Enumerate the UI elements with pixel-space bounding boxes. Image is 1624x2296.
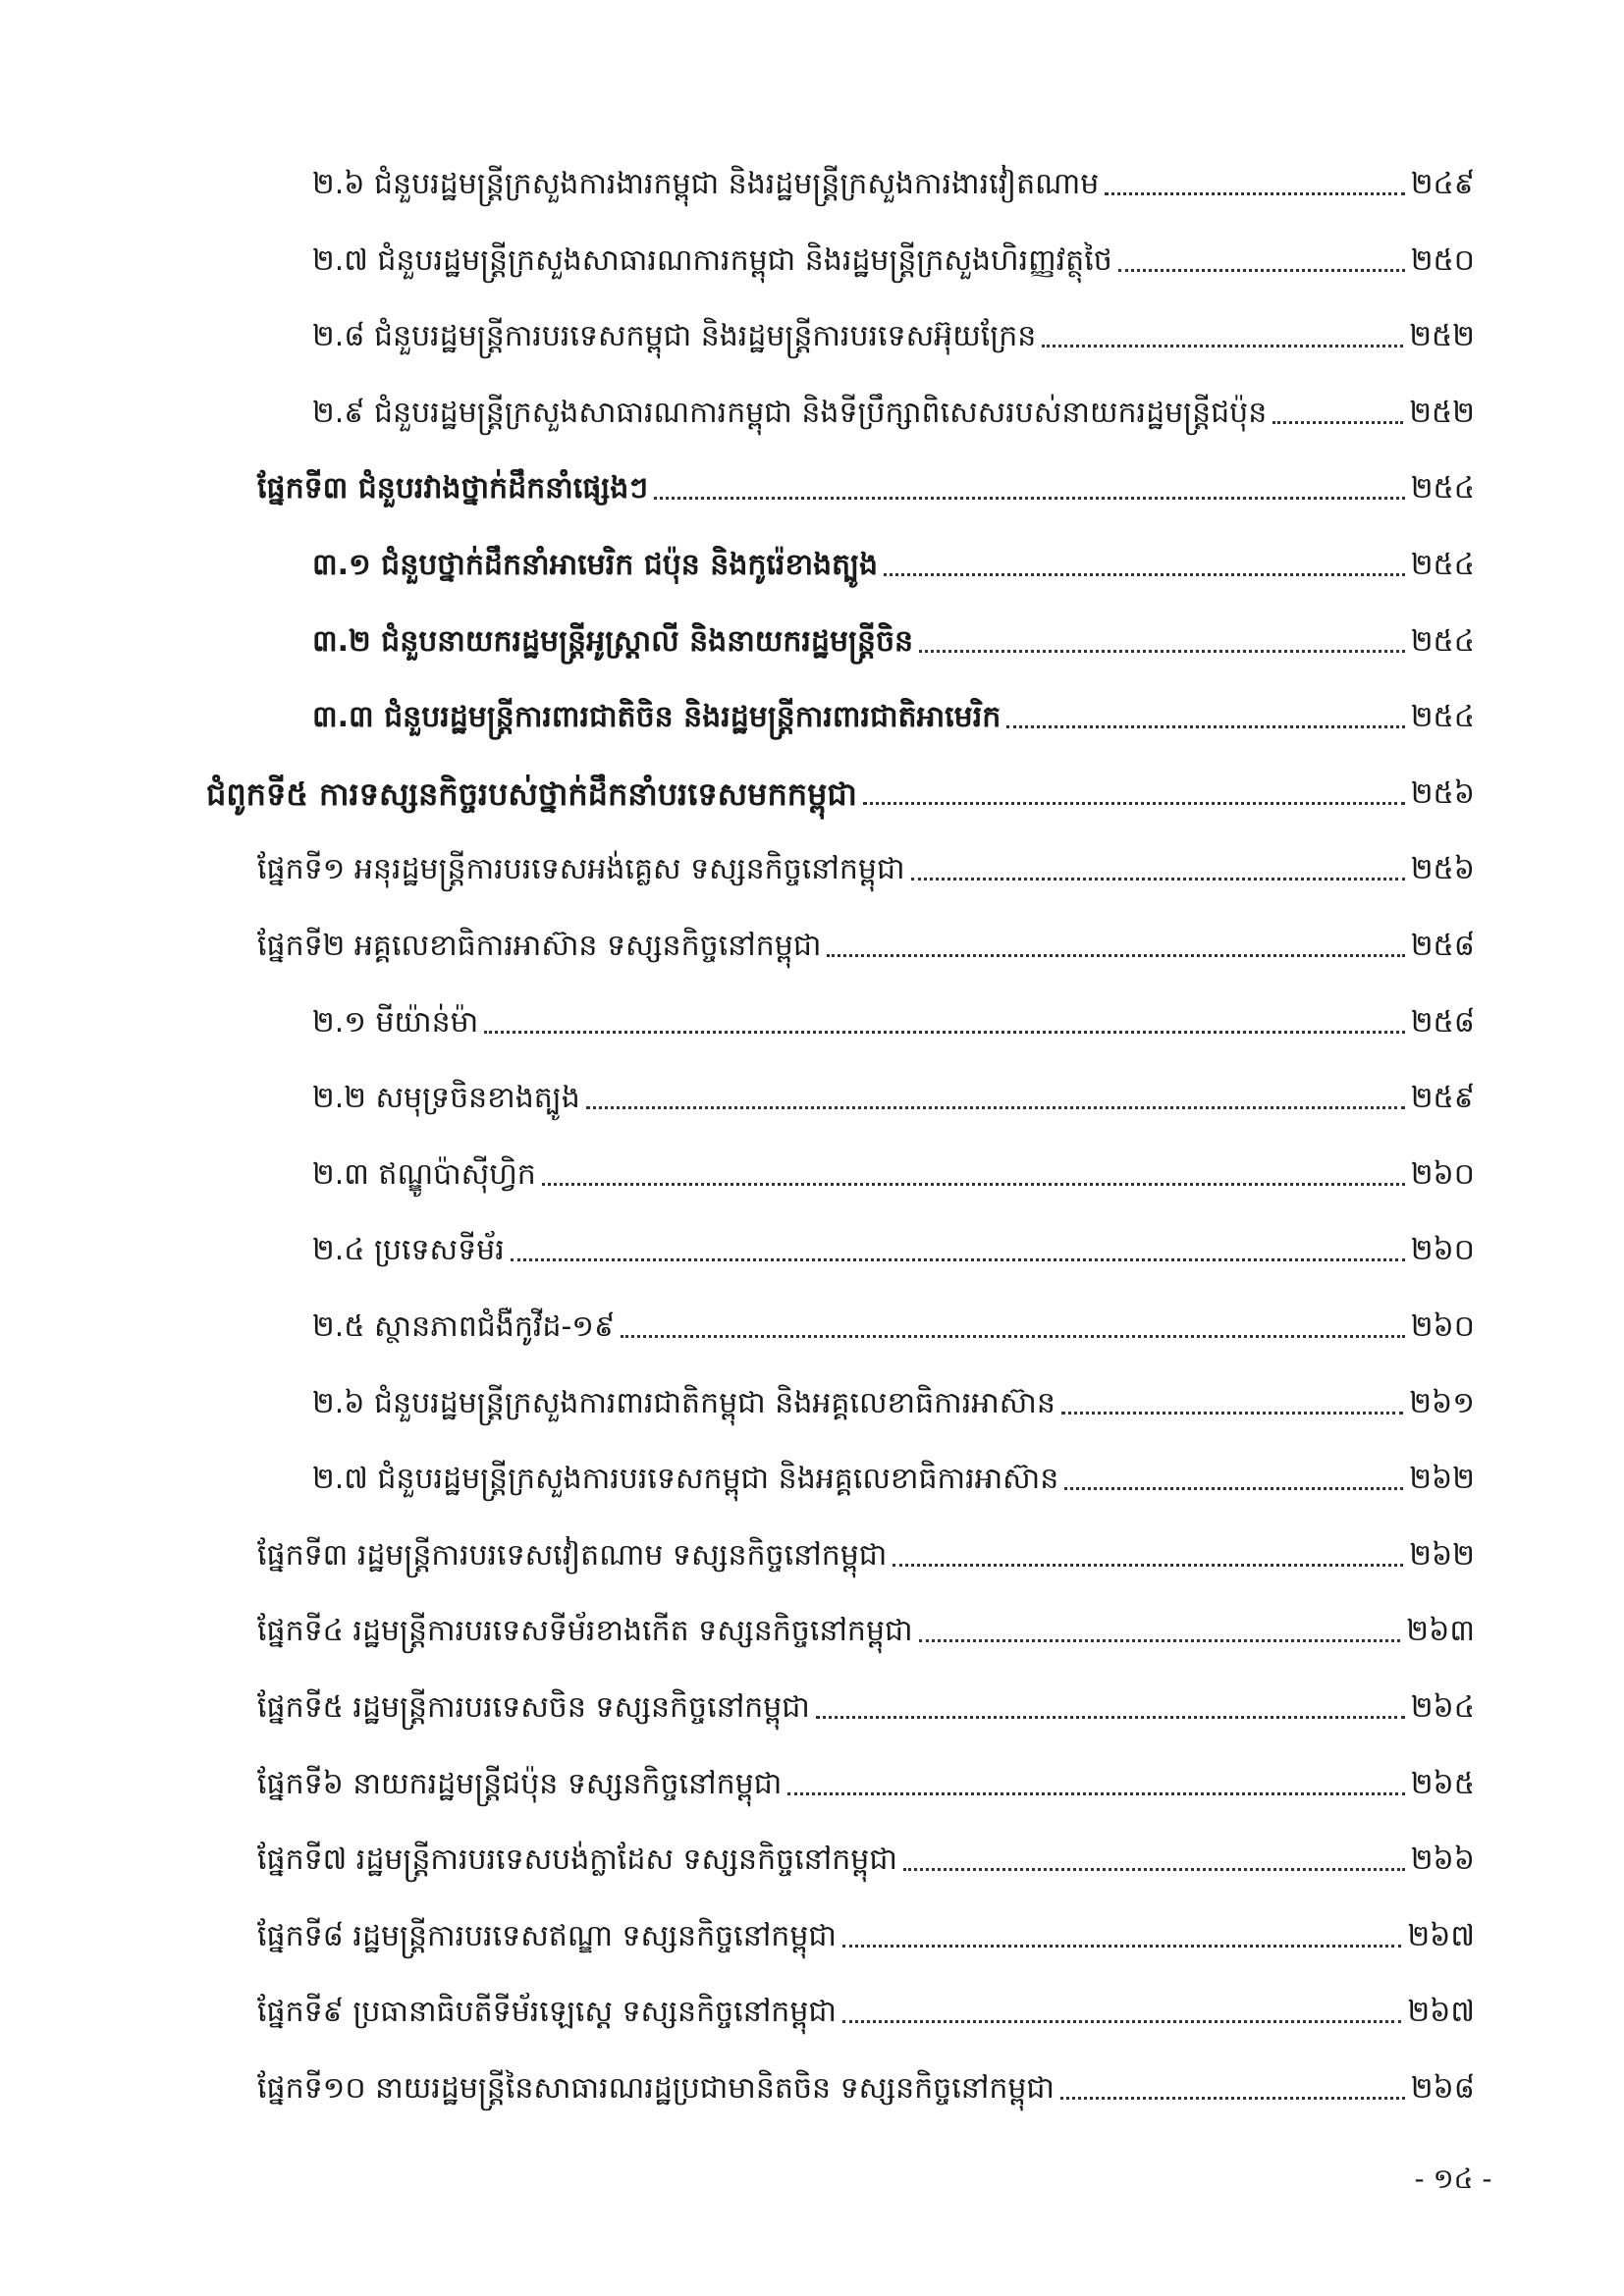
toc-entry-title: ២.២ សមុទ្រចិនខាងត្បូង (312, 1081, 580, 1116)
toc-entry-page: ២៥៩ (1410, 1081, 1475, 1116)
dot-leader (511, 1258, 1405, 1261)
toc-entry-title: ២.៧ ជំនួបរដ្ឋមន្ត្រីក្រសួងការបរទេសកម្ពុជា និងអគ្គលេខាធិការអាស៊ាន (312, 1462, 1059, 1497)
toc-entry-page: ២៥៤ (1410, 623, 1475, 659)
toc-entry[interactable] (0, 1669, 1624, 1728)
dot-leader (1105, 192, 1404, 195)
dot-leader (484, 1031, 1405, 1034)
dot-leader (787, 1792, 1405, 1795)
toc-entry-page: ២៦០ (1410, 1233, 1475, 1268)
toc-entry-title: ២.១ មីយ៉ាន់ម៉ា (312, 1004, 479, 1040)
dot-leader (1118, 269, 1405, 272)
toc-entry-title: ផ្នែកទី៧ រដ្ឋមន្ត្រីការបរទេសបង់ក្លាដែស ទស្សនកិច្ចនៅកម្ពុជា (257, 1842, 897, 1878)
dot-leader (1272, 421, 1403, 424)
toc-entry-page: ២៥៤ (1410, 548, 1475, 582)
toc-entry-page: ២៦៧ (1407, 1918, 1475, 1953)
dot-leader (863, 802, 1405, 805)
toc-entry-title: ២.៧ ជំនួបរដ្ឋមន្ត្រីក្រសួងសាធារណការកម្ពុជា និងរដ្ឋមន្ត្រីក្រសួងហិរញ្ញវត្ថុថៃ (312, 242, 1112, 278)
toc-entry[interactable] (0, 755, 1624, 814)
toc-entry[interactable] (0, 984, 1624, 1042)
toc-entry-page: ២៥២ (1409, 395, 1475, 430)
toc-entry-title: ជំពូកទី៥ ការទស្សនកិច្ចរបស់ថ្នាក់ដឹកនាំបរទេសមកកម្ពុជា (206, 774, 857, 813)
toc-entry[interactable] (0, 1821, 1624, 1880)
toc-entry-title: ២.៦ ជំនួបរដ្ឋមន្ត្រីក្រសួងការងារកម្ពុជា និងរដ្ឋមន្ត្រីក្រសួងការងារវៀតណាម (312, 167, 1100, 201)
toc-entry-page: ២៦២ (1409, 1462, 1475, 1497)
toc-entry[interactable] (0, 1364, 1624, 1423)
dot-leader (842, 1945, 1402, 1948)
toc-entry-title: ២.៩ ជំនួបរដ្ឋមន្ត្រីក្រសួងសាធារណការកម្ពុជា និងទីប្រឹក្សាពិសេសរបស់នាយករដ្ឋមន្ត្រីជប៉ុន (312, 395, 1268, 430)
toc-entry-page: ២៥៨ (1410, 929, 1475, 963)
toc-entry-title: ផ្នែកទី៥ រដ្ឋមន្ត្រីការបរទេសចិន ទស្សនកិច្ចនៅកម្ពុជា (257, 1690, 810, 1725)
toc-entry[interactable] (0, 1517, 1624, 1575)
toc-entry-page: ២៦២ (1409, 1537, 1475, 1573)
dot-leader (1061, 1412, 1403, 1415)
toc-entry-page: ២៦៤ (1410, 1690, 1475, 1725)
toc-entry[interactable] (0, 1592, 1624, 1651)
toc-entry-title: ផ្នែកទី១ អនុរដ្ឋមន្ត្រីការបរទេសអង់គ្លេស ទស្សនកិច្ចនៅកម្ពុជា (257, 852, 905, 887)
toc-entry[interactable] (0, 603, 1624, 662)
dot-leader (1006, 725, 1405, 728)
dot-leader (842, 2020, 1402, 2023)
toc-entry-title: ផ្នែកទី៣ រដ្ឋមន្ត្រីការបរទេសវៀតណាម ទស្សនកិច្ចនៅកម្ពុជា (257, 1537, 888, 1573)
toc-entry-page: ២៦១ (1409, 1385, 1475, 1420)
toc-entry[interactable] (0, 450, 1624, 508)
toc-entry-title: ផ្នែកទី៩ ប្រធានាធិបតីទីម័រឡេស្តេ ទស្សនកិច្ចនៅកម្ពុជា (257, 1995, 837, 2030)
toc-entry-title: ផ្នែកទី៤ រដ្ឋមន្ត្រីការបរទេសទីម័រខាងកើត ទស្សនកិច្ចនៅកម្ពុជា (257, 1614, 913, 1649)
toc-entry[interactable] (0, 297, 1624, 356)
toc-entry-title: ៣.១ ជំនួបថ្នាក់ដឹកនាំអាមេរិក ជប៉ុន និងកូរ៉េខាងត្បូង (312, 548, 879, 582)
dot-leader (1060, 2097, 1405, 2100)
dot-leader (893, 1564, 1403, 1567)
toc-entry-title: ផ្នែកទី៦ នាយករដ្ឋមន្ត្រីជប៉ុន ទស្សនកិច្ចនៅកម្ពុជា (257, 1766, 783, 1801)
toc-entry-page: ២៦៧ (1407, 1995, 1475, 2030)
toc-entry-page: ២៦៦ (1410, 1842, 1475, 1878)
dot-leader (903, 1868, 1405, 1871)
dot-leader (919, 1639, 1401, 1642)
page-number: - ១៤ - (1414, 2163, 1492, 2195)
toc-entry-page: ២៦៨ (1410, 2071, 1475, 2106)
toc-entry-page: ២៥៦ (1410, 852, 1475, 887)
toc-entry[interactable] (0, 145, 1624, 204)
toc-entry-page: ២៦៥ (1410, 1766, 1475, 1801)
toc-entry[interactable] (0, 1745, 1624, 1804)
toc-entry-page: ២៥៤ (1410, 471, 1475, 507)
dot-leader (1042, 345, 1403, 347)
toc-entry[interactable] (0, 1897, 1624, 1956)
toc-entry[interactable] (0, 526, 1624, 585)
toc-entry[interactable] (0, 222, 1624, 281)
toc-entry-page: ២៦០ (1410, 1309, 1475, 1344)
toc-entry[interactable] (0, 1136, 1624, 1195)
toc-entry-title: ផ្នែកទី៨ រដ្ឋមន្ត្រីការបរទេសឥណ្ឌា ទស្សនកិច្ចនៅកម្ពុជា (257, 1918, 837, 1953)
dot-leader (827, 954, 1404, 957)
dot-leader (911, 878, 1405, 881)
dot-leader (1064, 1487, 1403, 1490)
toc-entry-title: ផ្នែកទី៣ ជំនួបរវាងថ្នាក់ដឹកនាំផ្សេងៗ (257, 471, 649, 507)
toc-entry-title: ២.៣ ឥណ្ឌូប៉ាស៊ីហ្វិក (312, 1156, 536, 1192)
toc-entry-title: ផ្នែកទី២ អគ្គលេខាធិការអាស៊ាន ទស្សនកិច្ចនៅកម្ពុជា (257, 929, 822, 963)
dot-leader (919, 650, 1405, 653)
toc-entry-page: ២៤៩ (1410, 167, 1475, 201)
dot-leader (621, 1335, 1405, 1338)
toc-entry[interactable] (0, 1059, 1624, 1118)
toc-entry-page: ២៥៨ (1410, 1004, 1475, 1040)
toc-entry-page: ២៥០ (1410, 242, 1475, 278)
toc-entry-page: ២៥២ (1409, 319, 1475, 354)
toc-entry[interactable] (0, 1211, 1624, 1270)
toc-entry[interactable] (0, 1440, 1624, 1499)
toc-entry-title: ២.៤ ប្រទេសទីម័រ (312, 1233, 505, 1268)
dot-leader (542, 1183, 1405, 1186)
toc-entry-title: ៣.៣ ជំនួបរដ្ឋមន្ត្រីការពារជាតិចិន និងរដ្ឋមន្ត្រីការពារជាតិអាមេរិក (312, 700, 1001, 735)
toc-entry[interactable] (0, 2050, 1624, 2109)
toc-entry-title: ២.៥ ស្ថានភាពជំងឺកូវីដ-១៩ (312, 1309, 616, 1344)
toc-entry[interactable] (0, 1973, 1624, 2032)
toc-entry-page: ២៥៦ (1410, 775, 1475, 811)
dot-leader (816, 1716, 1405, 1719)
toc-entry[interactable] (0, 907, 1624, 966)
toc-entry[interactable] (0, 1288, 1624, 1347)
toc-entry-title: ៣.២ ជំនួបនាយករដ្ឋមន្ត្រីអូស្ត្រាលី និងនាយករដ្ឋមន្ត្រីចិន (312, 623, 914, 659)
toc-entry[interactable] (0, 678, 1624, 737)
toc-entry-page: ២៦០ (1410, 1156, 1475, 1192)
dot-leader (586, 1106, 1405, 1109)
toc-entry-title: ២.៨ ជំនួបរដ្ឋមន្ត្រីការបរទេសកម្ពុជា និងរដ្ឋមន្ត្រីការបរទេសអ៊ុយក្រែន (312, 319, 1037, 354)
toc-entry[interactable] (0, 374, 1624, 433)
toc-entry-page: ២៦៣ (1406, 1614, 1475, 1649)
dot-leader (654, 497, 1405, 500)
toc-entry-title: ផ្នែកទី១០ នាយរដ្ឋមន្ត្រីនៃសាធារណរដ្ឋប្រជាមានិតចិន ទស្សនកិច្ចនៅកម្ពុជា (257, 2071, 1055, 2106)
toc-entry-page: ២៥៤ (1410, 700, 1475, 735)
toc-entry[interactable] (0, 830, 1624, 889)
dot-leader (884, 573, 1405, 576)
toc-entry-title: ២.៦ ជំនួបរដ្ឋមន្ត្រីក្រសួងការពារជាតិកម្ពុជា និងអគ្គលេខាធិការអាស៊ាន (312, 1385, 1056, 1420)
